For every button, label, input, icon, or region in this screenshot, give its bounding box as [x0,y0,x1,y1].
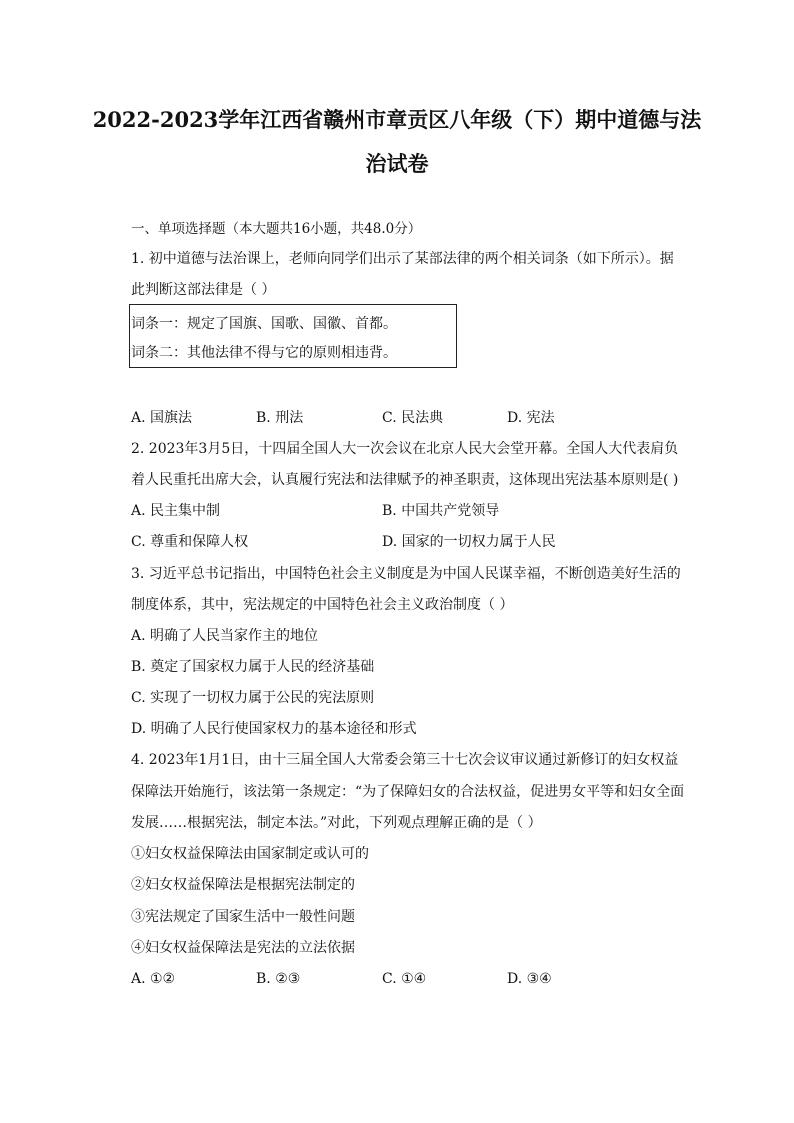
q3-option-a[interactable]: A. 明确了人民当家作主的地位 [131,628,319,644]
title-line-1: 2022-2023学年江西省赣州市章贡区八年级（下）期中道德与法 [92,107,702,132]
q4-option-d[interactable]: D. ③④ [507,971,552,987]
q1-option-d[interactable]: D. 宪法 [507,410,555,426]
q3-option-b[interactable]: B. 奠定了国家权力属于人民的经济基础 [131,659,375,675]
q2-option-d[interactable]: D. 国家的一切权力属于人民 [382,534,556,550]
q4-option-b[interactable]: B. ②③ [256,971,301,987]
q2-option-c[interactable]: C. 尊重和保障人权 [131,534,249,550]
q4-statement-1: ①妇女权益保障法由国家制定或认可的 [131,846,369,862]
q3-option-c[interactable]: C. 实现了一切权力属于公民的宪法原则 [131,690,375,706]
q4-stem-line1: 4. 2023年1月1日，由十三届全国人大常委会第三十七次会议审议通过新修订的妇女权益 [131,752,679,768]
q1-term-1: 词条一：规定了国旗、国歌、国徽、首都。 [131,316,397,332]
q3-stem-line2: 制度体系，其中，宪法规定的中国特色社会主义政治制度（ ） [131,597,514,613]
title-line-2: 治试卷 [365,151,429,176]
q4-stem-line2: 保障法开始施行，该法第一条规定：“为了保障妇女的合法权益，促进男女平等和妇女全面 [131,784,685,800]
section-heading: 一、单项选择题（本大题共16小题，共48.0分） [131,221,422,237]
q2-stem-line1: 2. 2023年3月5日，十四届全国人大一次会议在北京人民大会堂开幕。全国人大代表肩负 [131,441,679,457]
q4-stem-line3: 发展……根据宪法，制定本法。”对此，下列观点理解正确的是（ ） [131,815,542,831]
q3-option-d[interactable]: D. 明确了人民行使国家权力的基本途径和形式 [131,721,417,737]
q4-statement-3: ③宪法规定了国家生活中一般性问题 [131,909,355,925]
q4-option-c[interactable]: C. ①④ [382,971,427,987]
q2-option-a[interactable]: A. 民主集中制 [131,503,221,519]
q4-option-a[interactable]: A. ①② [131,971,176,987]
q1-option-a[interactable]: A. 国旗法 [131,410,193,426]
q1-stem-line2: 此判断这部法律是（ ） [131,282,276,298]
q4-statement-2: ②妇女权益保障法是根据宪法制定的 [131,877,355,893]
q3-stem-line1: 3. 习近平总书记指出，中国特色社会主义制度是为中国人民谋幸福，不断创造美好生活的 [131,566,681,582]
q1-term-2: 词条二：其他法律不得与它的原则相违背。 [131,345,397,361]
q1-option-b[interactable]: B. 刑法 [256,410,304,426]
q4-statement-4: ④妇女权益保障法是宪法的立法依据 [131,940,355,956]
exam-title [60,98,734,186]
q2-option-b[interactable]: B. 中国共产党领导 [382,503,500,519]
q1-term-box [129,304,457,368]
q1-stem-line1: 1. 初中道德与法治课上，老师向同学们出示了某部法律的两个相关词条（如下所示）。据 [131,251,674,267]
q1-option-c[interactable]: C. 民法典 [382,410,444,426]
q2-stem-line2: 着人民重托出席大会，认真履行宪法和法律赋予的神圣职责，这体现出宪法基本原则是( ) [131,472,679,488]
